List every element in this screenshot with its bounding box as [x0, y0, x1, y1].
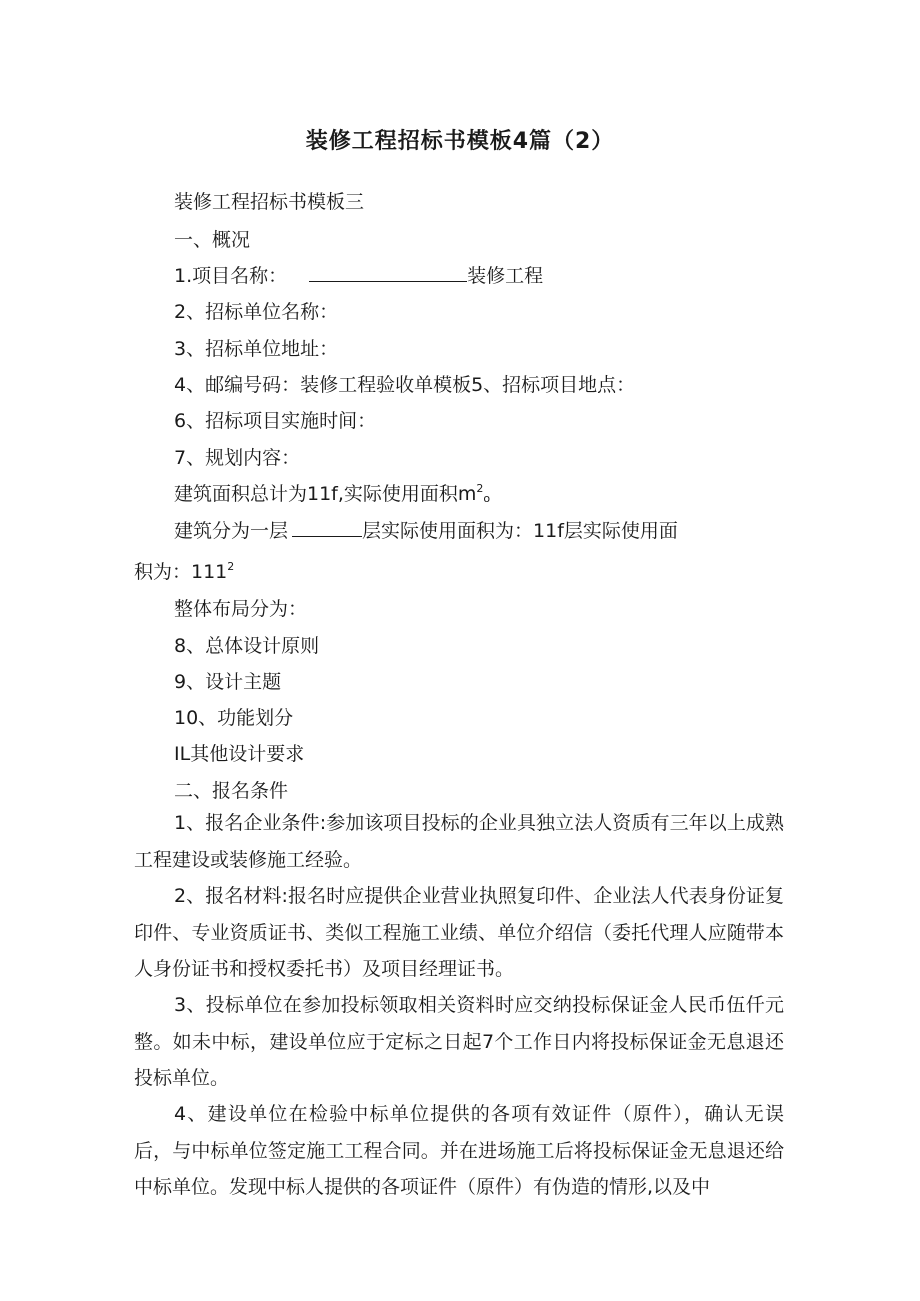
section1-heading: 一、概况: [174, 229, 251, 251]
postcode-line: 4、邮编号码：装修工程验收单模板5、招标项目地点：: [174, 374, 636, 396]
floor-count-blank: [292, 518, 362, 537]
function-division-line: 10、功能划分: [174, 707, 294, 729]
project-name-line: [174, 261, 543, 288]
other-requirements-line: IL其他设计要求: [174, 743, 305, 765]
floor-line-cont-sup: 2: [227, 560, 235, 573]
building-area-sup: 2: [476, 482, 484, 495]
paragraph-2: 2、报名材料:报名时应提供企业营业执照复印件、企业法人代表身份证复印件、专业资质证书、类似工程施工业绩、单位介绍信（委托代理人应随带本人身份证书和授权委托书）及项目经理证书。: [134, 885, 784, 980]
section2-heading: 二、报名条件: [174, 780, 289, 802]
paragraph-3: 3、投标单位在参加投标领取相关资料时应交纳投标保证金人民币伍仟元整。如未中标，建设单位应于定标之日起7个工作日内将投标保证金无息退还投标单位。: [134, 994, 784, 1089]
implementation-time-line: 6、招标项目实施时间：: [174, 410, 377, 432]
floor-line: [174, 516, 678, 543]
design-theme-line: 9、设计主题: [174, 671, 282, 693]
project-name-suffix: 装修工程: [467, 265, 544, 287]
document-title: 装修工程招标书模板4篇（2）: [305, 129, 615, 154]
floor-line-suffix: 层实际使用面积为：11f层实际使用面: [362, 520, 678, 542]
building-area-line: [174, 479, 490, 506]
layout-line: 整体布局分为：: [174, 598, 308, 620]
project-name-label: 1.项目名称：: [174, 265, 288, 287]
template-heading: 装修工程招标书模板三: [174, 191, 365, 213]
paragraph-1: 1、报名企业条件:参加该项目投标的企业具独立法人资质有三年以上成熟工程建设或装修施工经验。: [134, 812, 784, 871]
tender-unit-address-line: 3、招标单位地址：: [174, 338, 339, 360]
design-principle-line: 8、总体设计原则: [174, 635, 320, 657]
paragraph-4: 4、建设单位在检验中标单位提供的各项有效证件（原件），确认无误后，与中标单位签定施工工程合同。并在进场施工后将投标保证金无息退还给中标单位。发现中标人提供的各项证件（原件）有伪造的情形,以及中: [134, 1103, 784, 1198]
building-area-text: 建筑面积总计为11f,实际使用面积m: [174, 483, 477, 505]
building-area-end: o: [483, 492, 491, 505]
tender-unit-name-line: 2、招标单位名称：: [174, 301, 339, 323]
floor-line-continued: [134, 557, 234, 584]
planning-content-line: 7、规划内容：: [174, 447, 301, 469]
project-name-blank: [309, 263, 467, 282]
floor-line-prefix: 建筑分为一层: [174, 520, 289, 542]
floor-line-cont-text: 积为：111: [134, 561, 228, 583]
